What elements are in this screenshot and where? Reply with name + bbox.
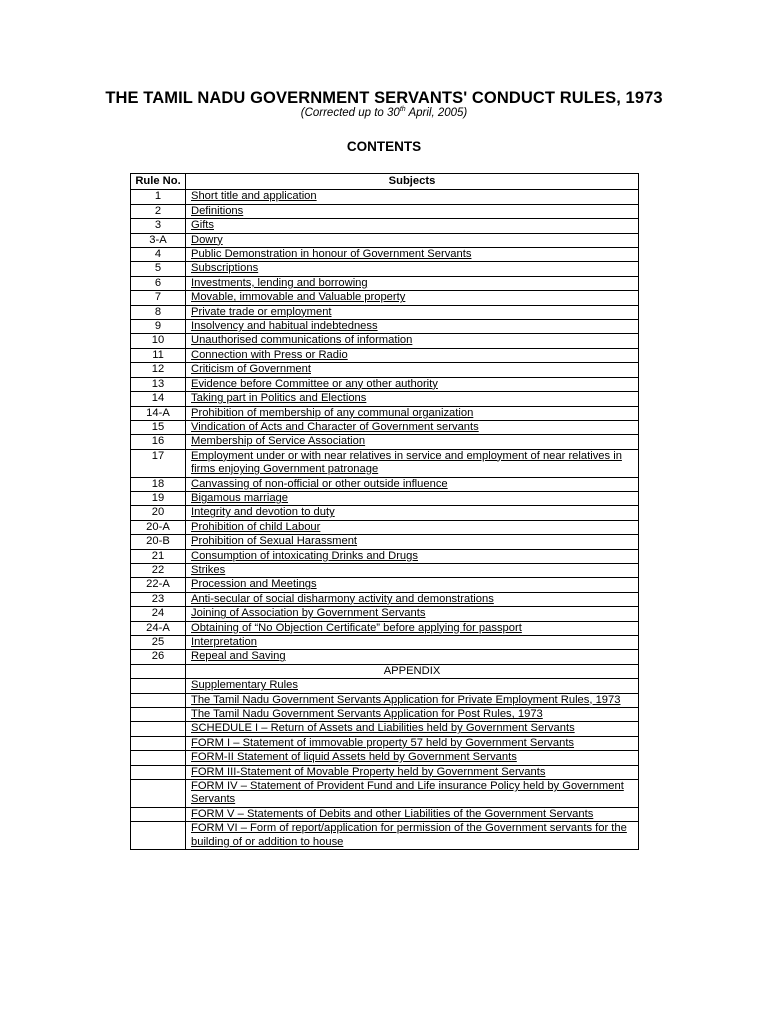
subject-cell (186, 363, 639, 377)
table-row (131, 406, 639, 420)
subject-cell (186, 406, 639, 420)
table-row (131, 377, 639, 391)
subject-link[interactable]: FORM V – Statements of Debits and other Liabilities of the Government Servants (191, 807, 594, 820)
subject-cell (186, 807, 639, 821)
contents-table (130, 173, 639, 850)
subject-link[interactable]: Obtaining of “No Objection Certificate” before applying for passport (191, 621, 522, 634)
subject-cell (186, 276, 639, 290)
table-row (131, 621, 639, 635)
rule-number: 23 (131, 592, 186, 606)
contents-table-body (131, 190, 639, 850)
subject-link[interactable]: FORM IV – Statement of Provident Fund and Life insurance Policy held by Government Servants (191, 780, 624, 806)
subject-cell (186, 679, 639, 693)
subject-link[interactable]: FORM-II Statement of liquid Assets held by Government Servants (191, 751, 517, 764)
subject-link[interactable]: Public Demonstration in honour of Government Servants (191, 248, 472, 261)
rule-number: 11 (131, 348, 186, 362)
rule-number: 4 (131, 248, 186, 262)
table-row (131, 477, 639, 491)
rule-number: 2 (131, 204, 186, 218)
appendix-row (131, 765, 639, 779)
correction-note-suffix: April, 2005) (405, 107, 468, 119)
rule-number (131, 765, 186, 779)
subject-cell (186, 592, 639, 606)
subject-link[interactable]: FORM III-Statement of Movable Property held by Government Servants (191, 765, 546, 778)
subject-link[interactable]: Prohibition of Sexual Harassment (191, 535, 358, 548)
subject-link[interactable]: Bigamous marriage (191, 491, 289, 504)
appendix-row (131, 708, 639, 722)
rule-number: 21 (131, 549, 186, 563)
appendix-row (131, 780, 639, 808)
rule-number: 18 (131, 477, 186, 491)
table-row (131, 320, 639, 334)
subjects-header: Subjects (186, 174, 639, 190)
table-row (131, 233, 639, 247)
table-row (131, 520, 639, 534)
table-row (131, 578, 639, 592)
rule-no-header: Rule No. (131, 174, 186, 190)
rule-number (131, 722, 186, 736)
subject-cell (186, 477, 639, 491)
table-row (131, 204, 639, 218)
rule-number: 8 (131, 305, 186, 319)
rule-number: 14-A (131, 406, 186, 420)
rule-number (131, 693, 186, 707)
subject-cell (186, 636, 639, 650)
rule-number: 17 (131, 449, 186, 477)
table-row (131, 262, 639, 276)
appendix-row (131, 679, 639, 693)
rule-number: 26 (131, 650, 186, 664)
subject-link[interactable]: Prohibition of child Labour (191, 520, 321, 533)
rule-number: 13 (131, 377, 186, 391)
rule-number: 20 (131, 506, 186, 520)
rule-number: 6 (131, 276, 186, 290)
subject-link[interactable]: Unauthorised communications of information (191, 334, 413, 347)
subject-link[interactable]: Vindication of Acts and Character of Government servants (191, 420, 479, 433)
subject-cell (186, 334, 639, 348)
subject-cell (186, 262, 639, 276)
subject-cell (186, 751, 639, 765)
subject-link[interactable]: Repeal and Saving (191, 650, 286, 663)
table-row (131, 305, 639, 319)
contents-heading: CONTENTS (346, 139, 422, 154)
rule-number: 20-B (131, 535, 186, 549)
rule-number (131, 708, 186, 722)
rule-number: 24 (131, 607, 186, 621)
subject-cell (186, 506, 639, 520)
rule-number: 3-A (131, 233, 186, 247)
table-row (131, 563, 639, 577)
appendix-row (131, 807, 639, 821)
subject-link[interactable]: Integrity and devotion to duty (191, 506, 335, 519)
table-row (131, 219, 639, 233)
appendix-header-row (131, 664, 639, 678)
rule-number: 19 (131, 491, 186, 505)
subject-link[interactable]: Dowry (191, 233, 223, 246)
subject-link[interactable]: FORM I – Statement of immovable property 57 held by Government Servants (191, 736, 575, 749)
subject-cell (186, 449, 639, 477)
table-row (131, 607, 639, 621)
subject-cell (186, 291, 639, 305)
subject-cell (186, 736, 639, 750)
subject-cell (186, 722, 639, 736)
subject-link[interactable]: The Tamil Nadu Government Servants Application for Post Rules, 1973 (191, 708, 543, 721)
table-row (131, 190, 639, 204)
rule-number (131, 751, 186, 765)
table-row (131, 291, 639, 305)
table-row (131, 506, 639, 520)
subject-link[interactable]: Consumption of intoxicating Drinks and Drugs (191, 549, 418, 562)
appendix-row (131, 822, 639, 850)
subject-cell (186, 204, 639, 218)
subject-cell (186, 305, 639, 319)
rule-number: 24-A (131, 621, 186, 635)
subject-link[interactable]: Joining of Association by Government Servants (191, 607, 426, 620)
table-row (131, 535, 639, 549)
subject-cell (186, 693, 639, 707)
subject-cell (186, 822, 639, 850)
rule-number: 22-A (131, 578, 186, 592)
table-row (131, 650, 639, 664)
subject-cell (186, 320, 639, 334)
subject-cell (186, 765, 639, 779)
subject-link[interactable]: Evidence before Committee or any other authority (191, 377, 438, 390)
subject-cell (186, 491, 639, 505)
rule-number (131, 664, 186, 678)
rule-number: 14 (131, 392, 186, 406)
rule-number: 15 (131, 420, 186, 434)
subject-cell (186, 563, 639, 577)
subject-cell (186, 392, 639, 406)
rule-number: 22 (131, 563, 186, 577)
table-row (131, 549, 639, 563)
subject-link[interactable]: FORM VI – Form of report/application for permission of the Government servants for the building of or addition to house (191, 822, 627, 848)
subject-cell (186, 650, 639, 664)
rule-number (131, 822, 186, 850)
table-row (131, 435, 639, 449)
subject-link[interactable]: Employment under or with near relatives in service and employment of near relatives in firms enjoying Government patronage (191, 449, 622, 476)
subject-link[interactable]: Procession and Meetings (191, 578, 317, 591)
subject-link[interactable]: Investments, lending and borrowing (191, 276, 368, 289)
subject-cell (186, 233, 639, 247)
subject-link[interactable]: Criticism of Government (191, 363, 311, 376)
appendix-label: APPENDIX (186, 664, 639, 678)
correction-note-sup: th (399, 106, 406, 113)
subject-cell (186, 377, 639, 391)
table-row (131, 392, 639, 406)
rule-number: 5 (131, 262, 186, 276)
subject-cell (186, 190, 639, 204)
rule-number: 1 (131, 190, 186, 204)
subject-link[interactable]: Connection with Press or Radio (191, 348, 348, 361)
rule-number: 20-A (131, 520, 186, 534)
subject-cell (186, 549, 639, 563)
subject-cell (186, 578, 639, 592)
rule-number: 7 (131, 291, 186, 305)
rule-number: 16 (131, 435, 186, 449)
subject-cell (186, 621, 639, 635)
correction-note (0, 107, 768, 119)
table-row (131, 420, 639, 434)
table-row (131, 248, 639, 262)
subject-link[interactable]: Prohibition of membership of any communal organization (191, 406, 474, 419)
subject-link[interactable]: Supplementary Rules (191, 679, 298, 692)
subject-cell (186, 607, 639, 621)
subject-cell (186, 435, 639, 449)
subject-link[interactable]: SCHEDULE I – Return of Assets and Liabilities held by Government Servants (191, 722, 575, 735)
table-row (131, 363, 639, 377)
subject-cell (186, 520, 639, 534)
subject-link[interactable]: Membership of Service Association (191, 435, 366, 448)
table-row (131, 348, 639, 362)
table-row (131, 449, 639, 477)
table-row (131, 276, 639, 290)
rule-number: 12 (131, 363, 186, 377)
subject-link[interactable]: Anti-secular of social disharmony activity and demonstrations (191, 592, 494, 605)
subject-cell (186, 708, 639, 722)
subject-cell (186, 219, 639, 233)
subject-cell (186, 248, 639, 262)
table-row (131, 636, 639, 650)
subject-cell (186, 348, 639, 362)
subject-link[interactable]: Gifts (191, 219, 214, 232)
correction-note-prefix: (Corrected up to 30 (300, 107, 400, 119)
document-title: THE TAMIL NADU GOVERNMENT SERVANTS' CONDUCT RULES, 1973 (105, 89, 663, 107)
subject-link[interactable]: Private trade or employment (191, 305, 332, 318)
subject-link[interactable]: Subscriptions (191, 262, 259, 275)
rule-number (131, 679, 186, 693)
subject-cell (186, 420, 639, 434)
subject-link[interactable]: Insolvency and habitual indebtedness (191, 320, 378, 333)
subject-link[interactable]: Movable, immovable and Valuable property (191, 291, 406, 304)
table-row (131, 592, 639, 606)
table-header-row (131, 174, 639, 190)
rule-number: 25 (131, 636, 186, 650)
subject-cell (186, 780, 639, 808)
rule-number: 9 (131, 320, 186, 334)
appendix-row (131, 693, 639, 707)
appendix-row (131, 722, 639, 736)
subject-link[interactable]: Strikes (191, 563, 226, 576)
rule-number (131, 780, 186, 808)
appendix-row (131, 751, 639, 765)
subject-link[interactable]: The Tamil Nadu Government Servants Application for Private Employment Rules, 1973 (191, 693, 621, 706)
table-row (131, 334, 639, 348)
subject-cell (186, 535, 639, 549)
rule-number (131, 736, 186, 750)
rule-number (131, 807, 186, 821)
subject-link[interactable]: Canvassing of non-official or other outside influence (191, 477, 448, 490)
subject-link[interactable]: Interpretation (191, 636, 257, 648)
rule-number: 10 (131, 334, 186, 348)
subject-link[interactable]: Short title and application (191, 190, 317, 203)
subject-link[interactable]: Definitions (191, 204, 244, 217)
subject-link[interactable]: Taking part in Politics and Elections (191, 392, 367, 405)
appendix-row (131, 736, 639, 750)
rule-number: 3 (131, 219, 186, 233)
table-row (131, 491, 639, 505)
